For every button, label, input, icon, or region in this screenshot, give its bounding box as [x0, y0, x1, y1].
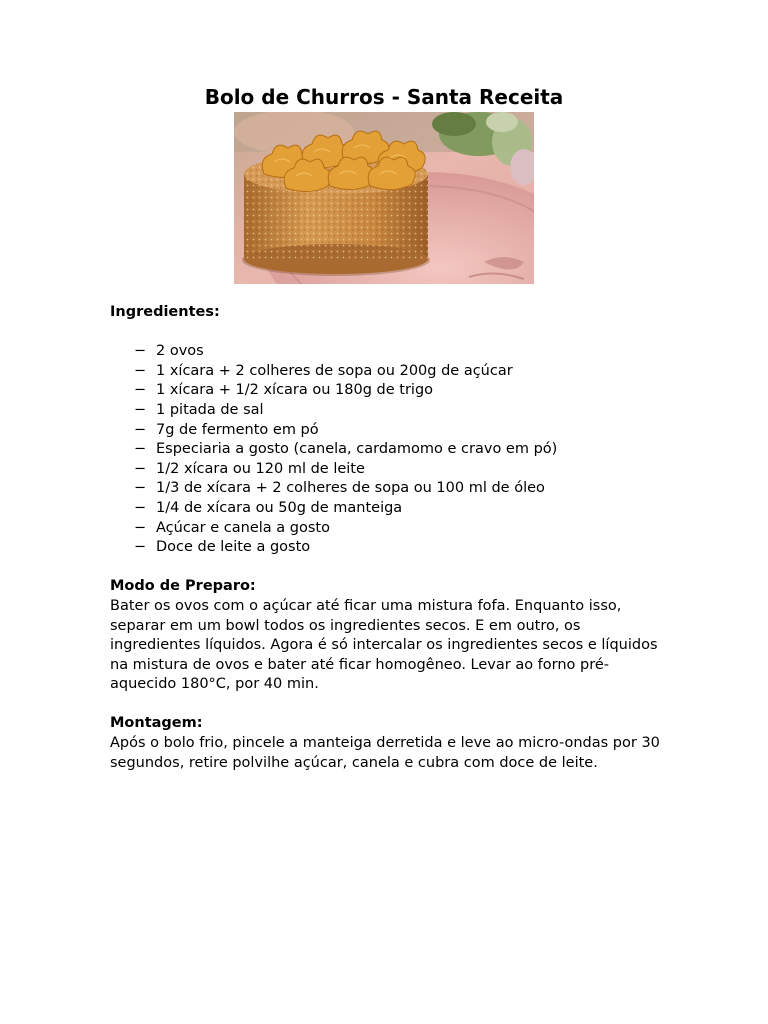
list-item	[110, 342, 670, 362]
cake-photo	[234, 112, 534, 284]
recipe-content	[110, 303, 670, 773]
ingredient-text: 1/3 de xícara + 2 colheres de sopa ou 100 ml de óleo	[156, 480, 545, 497]
list-item	[110, 499, 670, 519]
bullet-dash: −	[134, 382, 147, 399]
bullet-dash: −	[134, 441, 147, 458]
ingredient-text: 7g de fermento em pó	[156, 421, 319, 438]
list-item	[110, 421, 670, 441]
bullet-dash: −	[134, 539, 147, 556]
ingredient-text: 1/4 de xícara ou 50g de manteiga	[156, 499, 403, 516]
bullet-dash: −	[134, 401, 147, 418]
preparo-text: Bater os ovos com o açúcar até ficar uma mistura fofa. Enquanto isso, separar em um bowl todos os ingredientes secos. E em outro, os ingredientes líquidos. Agora é só intercalar os ingredientes secos e líquidos na mistura de ovos e bater até ficar homogêneo. Levar ao forno pré-aquecido 180°C, por 40 min.	[110, 597, 658, 693]
list-item	[110, 519, 670, 539]
bullet-dash: −	[134, 343, 147, 360]
ingredient-text: Doce de leite a gosto	[156, 539, 311, 556]
bullet-dash: −	[134, 460, 147, 477]
ingredient-text: 1/2 xícara ou 120 ml de leite	[156, 460, 365, 477]
ingredient-text: 2 ovos	[156, 343, 204, 360]
list-item	[110, 460, 670, 480]
list-item	[110, 362, 670, 382]
preparo-heading: Modo de Preparo:	[110, 578, 256, 595]
ingredient-text: 1 xícara + 1/2 xícara ou 180g de trigo	[156, 382, 434, 399]
bullet-dash: −	[134, 499, 147, 516]
ingredient-text: Especiaria a gosto (canela, cardamomo e cravo em pó)	[156, 441, 558, 458]
list-item	[110, 401, 670, 421]
ingredient-text: Açúcar e canela a gosto	[156, 519, 330, 536]
list-item	[110, 381, 670, 401]
bullet-dash: −	[134, 519, 147, 536]
montagem-text: Após o bolo frio, pincele a manteiga derretida e leve ao micro-ondas por 30 segundos, retire polvilhe açúcar, canela e cubra com doce de leite.	[110, 735, 660, 771]
list-item	[110, 440, 670, 460]
bullet-dash: −	[134, 362, 147, 379]
ingredients-heading: Ingredientes:	[110, 304, 220, 320]
montagem-heading: Montagem:	[110, 715, 203, 732]
ingredient-text: 1 xícara + 2 colheres de sopa ou 200g de açúcar	[156, 362, 513, 379]
ingredients-list	[110, 342, 670, 558]
list-item	[110, 538, 670, 558]
ingredient-text: 1 pitada de sal	[156, 401, 264, 418]
page-title: Bolo de Churros - Santa Receita	[204, 85, 564, 109]
bullet-dash: −	[134, 421, 147, 438]
list-item	[110, 479, 670, 499]
bullet-dash: −	[134, 480, 147, 497]
